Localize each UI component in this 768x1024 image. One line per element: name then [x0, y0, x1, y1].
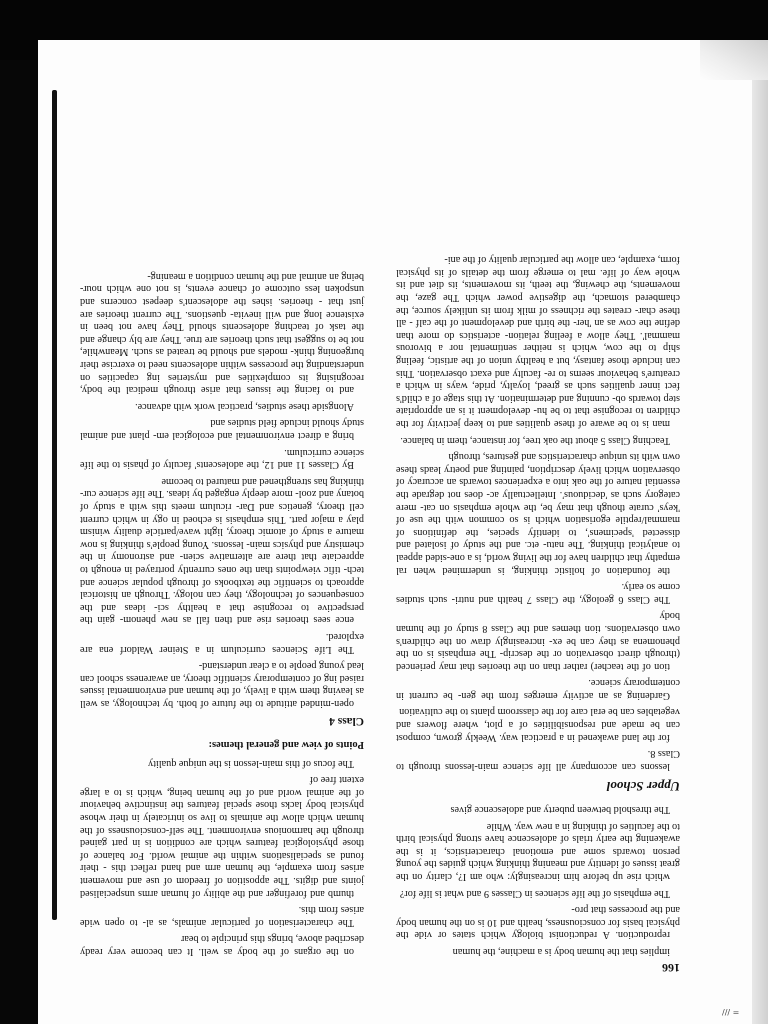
paragraph: which rise up before him increasingly: who am I?, clarity on the great issues of identity and meaning thinking which guides the young person towards some and emotional characteristics, it is the awakening the early trials of adolescence have strong physical birth to the faculties of thinking in a new way. While	[396, 820, 680, 883]
paragraph: thumb and forefinger and the ability of human arms unspecialised joints and digits. The apposition of freedom of use and movement arises from example, the human arm and hand reflect this - their found as specialisations within the animal world. For balance of those physiological features which are condition is in part gained through the harmonious environment. The self-consciousness of the human which allow the animals to live so intricately in their whose physical body lacks those special features the instinctive behaviour of the animal world and of the human being, which is to a large extent free of	[80, 774, 364, 899]
paragraph: Gardening as an activity emerges from the gen- be current in contemporary science.	[396, 677, 680, 701]
paragraph: Teaching Class 5 about the oak tree, for instance, them in balance.	[400, 434, 670, 446]
paragraph: Alongside these studies, practical work with advance.	[135, 400, 354, 412]
page-number: 166	[662, 961, 680, 975]
paragraph: implies that the human body is a machine, the human	[452, 946, 670, 957]
paragraph: By Classes 11 and 12, the adolescents' faculty of phasis to the life science curriculum.	[80, 446, 364, 471]
section-heading: Class 4	[329, 715, 364, 728]
section-heading: Upper School	[606, 779, 680, 795]
paragraph: The focus of this main-lesson is the unique quality	[148, 757, 354, 769]
left-column	[396, 249, 680, 957]
right-column	[80, 265, 364, 957]
paragraph: The Class 6 geology, the Class 7 health and nutri- such studies come so early.	[396, 581, 680, 605]
paragraph: The characterisation of particular animals, as al- to open wide arises from this.	[80, 904, 364, 928]
upside-down-text-block	[80, 95, 680, 975]
paragraph: tion of the teacher) rather than on the theories that may perienced (through direct observation or the descrip- The emphasis is on the phenomena as they can be ex- increasingly draw on the children's own observations. tion themes and the Class 8 study of the human body	[396, 610, 680, 672]
subsection-heading: Points of view and general themes:	[208, 739, 364, 751]
corner-mark: /// =	[722, 1008, 740, 1017]
binding-shadow-line	[52, 90, 57, 920]
page-curl	[700, 40, 768, 80]
paragraph: The emphasis of the life sciences in Classes 9 and what is life for?	[399, 887, 670, 899]
paragraph: ence sees theories rise and then fall as new phenom- gain the perspective to recognise that a healthy sci- ideas and the consequences of technology, they can nology. Through an historical approach to scientific the textbooks of through popular science and tech- tific viewpoints than the ones currently portrayed in enough to appreciate that there are alternative scien- and astronomy in the chemistry and physics main- lessons. Young people's thinking is now mature a study of atomic theory, light wave/particle duality winism play a major part. This emphasis is echoed in ogy in which current cell theory, genetics and Dar- riculum meets this with a study of botany and zool- more deeply engaged by ideas. The life science cur- thinking has strengthened and matured to become	[80, 475, 364, 626]
paragraph: reproduction. A reductionist biology which states or vide the physical basis for consciousness, health and 10 is on the human body and the processes that pro-	[396, 904, 680, 941]
page-edge-shadow	[752, 40, 768, 1024]
paragraph: man is to be aware of these qualities and to keep jectivity for the children to recognise that to be hu- development it is an appropriate step towards ob- cunning and determination. At this stage of a child's fect inner qualities such as greed, loyalty, pride, ways in which a creature's behaviour seems to re- faculty and exact observation. This can include those fantasy, but a healthy union of the artistic, feeling ship to the cow, which is neither sentimental nor a bivorous mammal'. They allow a feeling relation- acteristics do more than define the cow as an 'her- the birth and development of the calf - all these char- creates the richness of milk from its unlikely source, the chambered stomach, the digestive power which The gaze, the movements, the chewing, the teeth, its movements, its diet and its whole way of life. mal to emerge from the details of its physical form, example, can allow the particular quality of the ani-	[396, 254, 680, 430]
paragraph: The Life Sciences curriculum in a Steiner Waldorf ena are explored.	[80, 630, 364, 655]
paragraph: lessons can accompany all life science main-lessons through to Class 8.	[396, 748, 680, 772]
paragraph: bring a direct environmental and ecological em- plant and animal study should include field studies and	[80, 417, 364, 442]
paragraph: The threshold between puberty and adolescence gives	[450, 804, 670, 816]
paragraph: on the organs of the body as well. It can become very ready described above, brings this principle to bear	[80, 933, 364, 957]
scan-border-left	[0, 0, 38, 1024]
paragraph: for the land awakened in a practical way. Weekly grown, compost can be made and responsibilities of a plot, where flowers and vegetables can be eral care for the classroom plants to the cultivation	[396, 706, 680, 743]
paragraph: open-minded attitude to the future of both. by technology, as well as leaving them with a lively, of the human and environmental issues raised ing of contemporary scientific theory, an awareness school can lead young people to a clear understand-	[80, 660, 364, 709]
paragraph: the foundation of holistic thinking, is undermined when ral empathy that children have for the living world, is a one-sided appeal to analytical thinking. The natu- etc. and the study of isolated and dissected 'specimens', to identify species, the definitions of mammal/reptile egorisation which is so common with the use of 'keys' curate though that may be, the whole emphasis on cat- mere category such as 'deciduous'. Intellectually ac- does not degrade the essential nature of the oak into a experiences towards an accuracy of observation which lively description, painting and poetry leads these own with its unique characteristics and gestures, through	[396, 451, 680, 576]
paragraph: and to facing the issues that arise through medical the body, recognising its complexities and mysteries ing capacities on understanding the processes within adolescents need to exercise their burgeoning think- models and should be treated as such. Meanwhile, not be to suggest that such theories are true. They are bly change and the task of teaching adolescents should They have not been in existence long and will inevita- questions. The current theories are just that - theories. ishes the adolescent's deepest concerns and unspoken less outcome of chance events, is not one which nour- being an animal and the human condition a meaning-	[80, 270, 364, 396]
